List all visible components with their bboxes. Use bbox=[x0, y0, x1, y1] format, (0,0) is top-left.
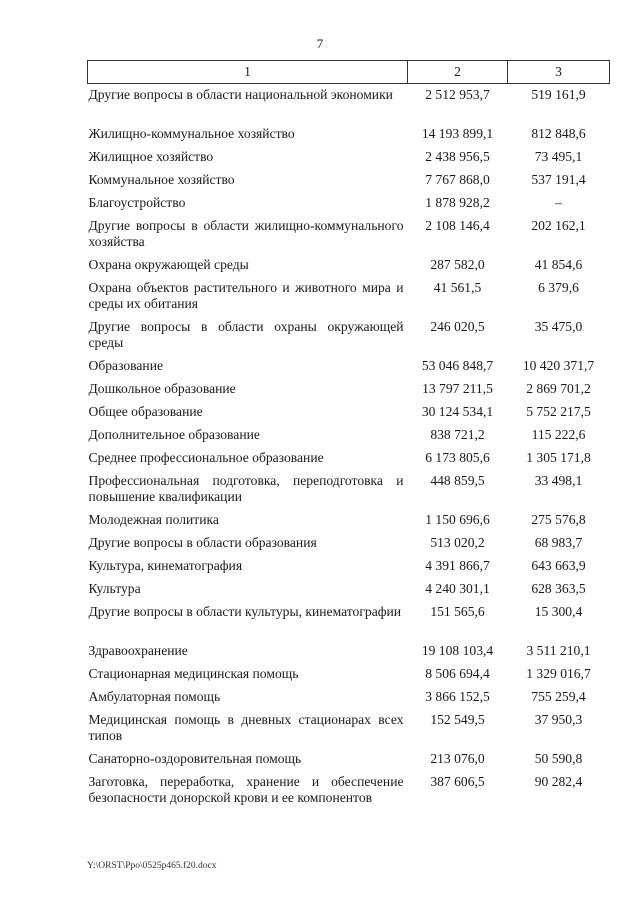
row-value-col2: 13 797 211,5 bbox=[422, 381, 493, 396]
row-value-col3: 519 161,9 bbox=[531, 87, 586, 102]
row-value-col2: 7 767 868,0 bbox=[425, 172, 490, 187]
footer-file-path: Y:\ORST\Ppo\0525p465.f20.docx bbox=[87, 861, 217, 871]
table-row bbox=[88, 689, 610, 712]
row-value-col2: 4 240 301,1 bbox=[425, 581, 490, 596]
row-name: Профессиональная подготовка, переподготовка и повышение квалификации bbox=[88, 473, 404, 504]
row-value-col3: 755 259,4 bbox=[531, 689, 586, 704]
row-name: Амбулаторная помощь bbox=[88, 689, 221, 704]
row-value-col2: 1 150 696,6 bbox=[425, 512, 490, 527]
row-value-col3: 275 576,8 bbox=[531, 512, 586, 527]
table-row bbox=[88, 535, 610, 558]
row-name: Молодежная политика bbox=[88, 512, 219, 527]
row-name: Жилищное хозяйство bbox=[88, 149, 214, 164]
row-value-col2: 213 076,0 bbox=[430, 751, 485, 766]
row-value-col2: 41 561,5 bbox=[433, 280, 482, 295]
row-name: Благоустройство bbox=[88, 195, 186, 210]
table-row bbox=[88, 751, 610, 774]
row-value-col3: 1 305 171,8 bbox=[526, 450, 591, 465]
row-value-col3: 628 363,5 bbox=[531, 581, 586, 596]
header-col-2: 2 bbox=[408, 61, 508, 84]
table-row bbox=[88, 581, 610, 604]
row-value-col2: 19 108 103,4 bbox=[421, 643, 494, 658]
row-value-col2: 30 124 534,1 bbox=[421, 404, 494, 419]
header-col-3: 3 bbox=[508, 61, 610, 84]
table-row bbox=[88, 319, 610, 358]
row-value-col3: 202 162,1 bbox=[531, 218, 586, 233]
row-value-col2: 4 391 866,7 bbox=[425, 558, 490, 573]
row-value-col3: 73 495,1 bbox=[534, 149, 583, 164]
row-value-col2: 387 606,5 bbox=[430, 774, 485, 789]
table-body bbox=[88, 84, 610, 814]
row-name: Здравоохранение bbox=[88, 643, 188, 658]
row-value-col2: 152 549,5 bbox=[430, 712, 485, 727]
row-value-col3: 3 511 210,1 bbox=[526, 643, 591, 658]
row-value-col2: 14 193 899,1 bbox=[421, 126, 494, 141]
row-name: Санаторно-оздоровительная помощь bbox=[88, 751, 302, 766]
row-name: Охрана окружающей среды bbox=[88, 257, 249, 272]
row-name: Среднее профессиональное образование bbox=[88, 450, 324, 465]
row-value-col2: 448 859,5 bbox=[430, 473, 485, 488]
row-name: Общее образование bbox=[88, 404, 203, 419]
table-row bbox=[88, 427, 610, 450]
table-row bbox=[88, 358, 610, 381]
row-value-col3: 1 329 016,7 bbox=[526, 666, 591, 681]
row-value-col3: 812 848,6 bbox=[531, 126, 586, 141]
header-col-1: 1 bbox=[88, 61, 408, 84]
row-value-col2: 53 046 848,7 bbox=[421, 358, 494, 373]
row-value-col3: 41 854,6 bbox=[534, 257, 583, 272]
table-row bbox=[88, 257, 610, 280]
row-value-col3: 33 498,1 bbox=[534, 473, 583, 488]
header-row bbox=[88, 61, 610, 84]
row-value-col2: 2 512 953,7 bbox=[425, 87, 490, 102]
row-name: Другие вопросы в области жилищно-коммунального хозяйства bbox=[88, 218, 404, 249]
row-value-col2: 513 020,2 bbox=[430, 535, 485, 550]
row-value-col3: 15 300,4 bbox=[534, 604, 583, 619]
table-row bbox=[88, 450, 610, 473]
table-row bbox=[88, 195, 610, 218]
table-row bbox=[88, 84, 610, 127]
table-row bbox=[88, 666, 610, 689]
table-row bbox=[88, 604, 610, 643]
row-name: Медицинская помощь в дневных стационарах всех типов bbox=[88, 712, 404, 743]
row-name: Охрана объектов растительного и животного мира и среды их обитания bbox=[88, 280, 404, 311]
table-row bbox=[88, 774, 610, 813]
row-value-col2: 6 173 805,6 bbox=[425, 450, 490, 465]
table-row bbox=[88, 218, 610, 257]
row-value-col3: 50 590,8 bbox=[534, 751, 583, 766]
row-name: Культура bbox=[88, 581, 141, 596]
row-value-col3: 68 983,7 bbox=[534, 535, 583, 550]
row-value-col3: 35 475,0 bbox=[534, 319, 583, 334]
row-name: Дошкольное образование bbox=[88, 381, 236, 396]
row-value-col3: 6 379,6 bbox=[538, 280, 579, 295]
row-name: Культура, кинематография bbox=[88, 558, 243, 573]
row-value-col3: 90 282,4 bbox=[534, 774, 583, 789]
row-value-col2: 838 721,2 bbox=[430, 427, 485, 442]
row-name: Другие вопросы в области образования bbox=[88, 535, 317, 550]
table-row bbox=[88, 149, 610, 172]
row-value-col2: 8 506 694,4 bbox=[425, 666, 490, 681]
budget-table bbox=[87, 60, 610, 813]
row-value-col2: 2 108 146,4 bbox=[425, 218, 490, 233]
table-row bbox=[88, 558, 610, 581]
row-value-col3: 2 869 701,2 bbox=[526, 381, 591, 396]
row-name: Другие вопросы в области охраны окружающей среды bbox=[88, 319, 404, 350]
row-value-col2: 2 438 956,5 bbox=[425, 149, 490, 164]
row-value-col3: 537 191,4 bbox=[531, 172, 586, 187]
row-name: Коммунальное хозяйство bbox=[88, 172, 235, 187]
row-name: Другие вопросы в области культуры, кинематографии bbox=[88, 604, 402, 619]
table-row bbox=[88, 404, 610, 427]
row-value-col2: 246 020,5 bbox=[430, 319, 485, 334]
table-row bbox=[88, 712, 610, 751]
table-row bbox=[88, 280, 610, 319]
table-row bbox=[88, 126, 610, 149]
row-value-col2: 151 565,6 bbox=[430, 604, 485, 619]
row-value-col3: – bbox=[555, 195, 562, 210]
table-header bbox=[88, 61, 610, 84]
row-name: Стационарная медицинская помощь bbox=[88, 666, 299, 681]
row-name: Заготовка, переработка, хранение и обеспечение безопасности донорской крови и ее компонентов bbox=[88, 774, 404, 805]
row-value-col3: 115 222,6 bbox=[531, 427, 586, 442]
row-value-col3: 5 752 217,5 bbox=[526, 404, 591, 419]
row-value-col3: 643 663,9 bbox=[531, 558, 586, 573]
table-row bbox=[88, 381, 610, 404]
row-name: Образование bbox=[88, 358, 164, 373]
table-row bbox=[88, 172, 610, 195]
table-row bbox=[88, 643, 610, 666]
row-value-col3: 37 950,3 bbox=[534, 712, 583, 727]
table-row bbox=[88, 473, 610, 512]
row-name: Другие вопросы в области национальной экономики bbox=[88, 87, 393, 102]
row-value-col3: 10 420 371,7 bbox=[522, 358, 595, 373]
table-row bbox=[88, 512, 610, 535]
row-name: Жилищно-коммунальное хозяйство bbox=[88, 126, 295, 141]
row-value-col2: 1 878 928,2 bbox=[425, 195, 490, 210]
row-name: Дополнительное образование bbox=[88, 427, 260, 442]
row-value-col2: 3 866 152,5 bbox=[425, 689, 490, 704]
page-number: 7 bbox=[316, 36, 324, 51]
row-value-col2: 287 582,0 bbox=[430, 257, 485, 272]
